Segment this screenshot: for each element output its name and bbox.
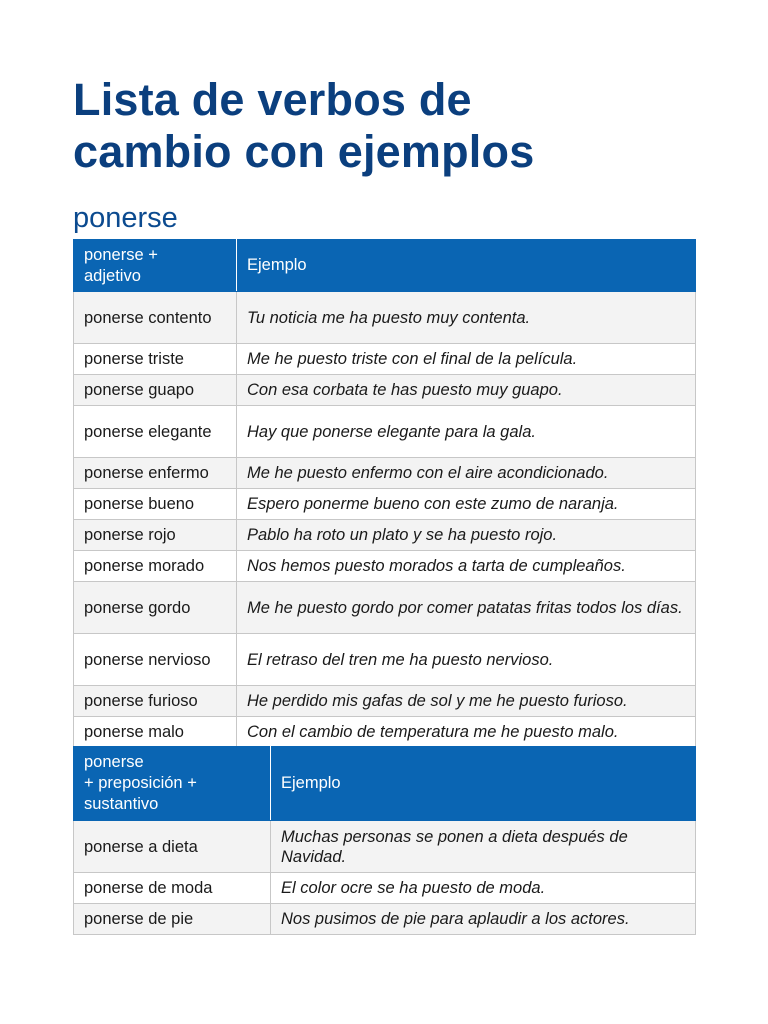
title-line: cambio con ejemplos bbox=[73, 126, 535, 177]
verb-cell: ponerse a dieta bbox=[74, 821, 271, 873]
table-row bbox=[74, 634, 696, 686]
verb-cell: ponerse bueno bbox=[74, 489, 237, 520]
example-cell: Nos pusimos de pie para aplaudir a los actores. bbox=[271, 904, 696, 935]
adjective-table bbox=[73, 239, 696, 748]
table-header-row bbox=[74, 240, 696, 292]
table-row bbox=[74, 489, 696, 520]
preposition-table bbox=[73, 746, 696, 935]
verb-cell: ponerse de moda bbox=[74, 873, 271, 904]
table-row bbox=[74, 686, 696, 717]
example-cell: Con esa corbata te has puesto muy guapo. bbox=[237, 375, 696, 406]
table-row bbox=[74, 582, 696, 634]
column-header: Ejemplo bbox=[271, 747, 696, 821]
table-row bbox=[74, 344, 696, 375]
column-header: Ejemplo bbox=[237, 240, 696, 292]
example-cell: El retraso del tren me ha puesto nervioso. bbox=[237, 634, 696, 686]
table-row bbox=[74, 292, 696, 344]
table-row bbox=[74, 904, 696, 935]
verb-cell: ponerse rojo bbox=[74, 520, 237, 551]
table-row bbox=[74, 821, 696, 873]
table-row bbox=[74, 873, 696, 904]
example-cell: Tu noticia me ha puesto muy contenta. bbox=[237, 292, 696, 344]
table-row bbox=[74, 717, 696, 748]
example-cell: Espero ponerme bueno con este zumo de naranja. bbox=[237, 489, 696, 520]
example-cell: He perdido mis gafas de sol y me he puesto furioso. bbox=[237, 686, 696, 717]
example-cell: Hay que ponerse elegante para la gala. bbox=[237, 406, 696, 458]
example-cell: Me he puesto gordo por comer patatas fritas todos los días. bbox=[237, 582, 696, 634]
example-cell: Con el cambio de temperatura me he puesto malo. bbox=[237, 717, 696, 748]
example-cell: El color ocre se ha puesto de moda. bbox=[271, 873, 696, 904]
verb-cell: ponerse nervioso bbox=[74, 634, 237, 686]
example-cell: Me he puesto enfermo con el aire acondicionado. bbox=[237, 458, 696, 489]
table-header-row bbox=[74, 747, 696, 821]
example-cell: Muchas personas se ponen a dieta después de Navidad. bbox=[271, 821, 696, 873]
table-row bbox=[74, 406, 696, 458]
column-header: ponerse + preposición + sustantivo bbox=[74, 747, 271, 821]
verb-cell: ponerse de pie bbox=[74, 904, 271, 935]
verb-cell: ponerse malo bbox=[74, 717, 237, 748]
page-title bbox=[73, 74, 534, 178]
section-title: ponerse bbox=[73, 202, 178, 234]
verb-cell: ponerse morado bbox=[74, 551, 237, 582]
example-cell: Nos hemos puesto morados a tarta de cumpleaños. bbox=[237, 551, 696, 582]
verb-cell: ponerse guapo bbox=[74, 375, 237, 406]
column-header: ponerse + adjetivo bbox=[74, 240, 237, 292]
verb-cell: ponerse elegante bbox=[74, 406, 237, 458]
table-row bbox=[74, 375, 696, 406]
verb-cell: ponerse contento bbox=[74, 292, 237, 344]
example-cell: Pablo ha roto un plato y se ha puesto rojo. bbox=[237, 520, 696, 551]
example-cell: Me he puesto triste con el final de la película. bbox=[237, 344, 696, 375]
verb-cell: ponerse triste bbox=[74, 344, 237, 375]
verb-cell: ponerse gordo bbox=[74, 582, 237, 634]
table-row bbox=[74, 458, 696, 489]
title-line: Lista de verbos de bbox=[73, 74, 472, 125]
verb-cell: ponerse furioso bbox=[74, 686, 237, 717]
table-row bbox=[74, 551, 696, 582]
table-row bbox=[74, 520, 696, 551]
verb-cell: ponerse enfermo bbox=[74, 458, 237, 489]
